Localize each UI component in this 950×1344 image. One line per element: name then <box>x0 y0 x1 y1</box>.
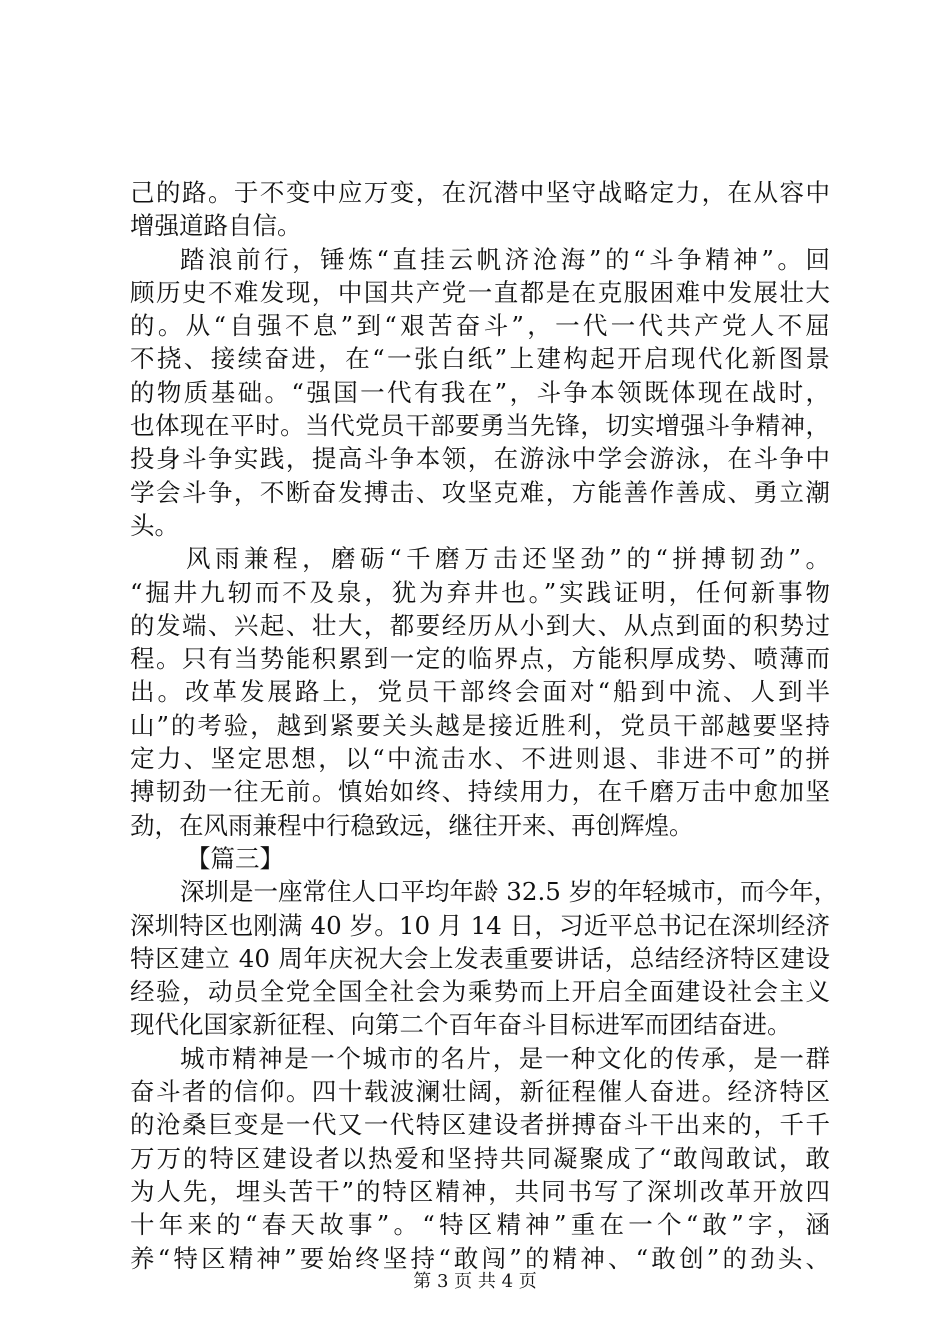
text-line: 头。 <box>130 510 179 540</box>
text-line: 奋斗者的信仰。四十载波澜壮阔，新征程催人奋进。经济特区 <box>130 1077 830 1107</box>
text-line: 学会斗争，不断奋发搏击、攻坚克难，方能善作善成、勇立潮 <box>130 477 830 507</box>
paragraph-start-line: 城市精神是一个城市的名片，是一种文化的传承，是一群 <box>180 1043 830 1073</box>
paragraph-start-line: 深圳是一座常住人口平均年龄 32.5 岁的年轻城市，而今年， <box>180 877 839 907</box>
page-number-footer: 第 3 页 共 4 页 <box>413 1271 537 1292</box>
text-line: 经验，动员全党全国全社会为乘势而上开启全面建设社会主义 <box>130 977 830 1007</box>
text-line: 山”的考验，越到紧要关头越是接近胜利，党员干部越要坚持 <box>130 710 830 740</box>
text-line: 增强道路自信。 <box>130 211 302 241</box>
section-heading: 【篇三】 <box>186 843 284 873</box>
text-line: 为人先，埋头苦干”的特区精神，共同书写了深圳改革开放四 <box>130 1176 830 1206</box>
paragraph-start-line: 踏浪前行，锤炼“直挂云帆济沧海”的“斗争精神”。回 <box>180 244 830 274</box>
text-line: 养“特区精神”要始终坚持“敢闯”的精神、“敢创”的劲头、 <box>130 1243 830 1273</box>
text-line: 的沧桑巨变是一代又一代特区建设者拼搏奋斗干出来的，千千 <box>130 1110 830 1140</box>
text-line: 顾历史不难发现，中国共产党一直都是在克服困难中发展壮大 <box>130 277 830 307</box>
text-line: 不挠、接续奋进，在“一张白纸”上建构起开启现代化新图景 <box>130 344 830 374</box>
text-line: 的发端、兴起、壮大，都要经历从小到大、从点到面的积势过 <box>130 610 830 640</box>
text-line: 搏韧劲一往无前。慎始如终、持续用力，在千磨万击中愈加坚 <box>130 777 830 807</box>
text-line: 也体现在平时。当代党员干部要勇当先锋，切实增强斗争精神， <box>130 411 830 441</box>
paragraph-start-line: 风雨兼程，磨砺“千磨万击还坚劲”的“拼搏韧劲”。 <box>186 544 830 574</box>
text-line: 深圳特区也刚满 40 岁。10 月 14 日，习近平总书记在深圳经济 <box>130 910 830 940</box>
text-line: 特区建立 40 周年庆祝大会上发表重要讲话，总结经济特区建设 <box>130 943 830 973</box>
text-line: 投身斗争实践，提高斗争本领，在游泳中学会游泳，在斗争中 <box>130 444 830 474</box>
text-line: 劲，在风雨兼程中行稳致远，继往开来、再创辉煌。 <box>130 810 694 840</box>
text-line: 的。从“自强不息”到“艰苦奋斗”，一代一代共产党人不屈 <box>130 311 830 341</box>
text-line: “掘井九轫而不及泉，犹为弃井也。”实践证明，任何新事物 <box>130 577 830 607</box>
text-line: 出。改革发展路上，党员干部终会面对“船到中流、人到半 <box>130 677 830 707</box>
text-line: 现代化国家新征程、向第二个百年奋斗目标进军而团结奋进。 <box>130 1010 792 1040</box>
text-line: 的物质基础。“强国一代有我在”，斗争本领既体现在战时， <box>130 377 830 407</box>
text-line: 定力、坚定思想，以“中流击水、不进则退、非进不可”的拼 <box>130 744 830 774</box>
text-line: 十年来的“春天故事”。“特区精神”重在一个“敢”字，涵 <box>130 1210 830 1240</box>
text-line: 程。只有当势能积累到一定的临界点，方能积厚成势、喷薄而 <box>130 644 830 674</box>
text-line: 万万的特区建设者以热爱和坚持共同凝聚成了“敢闯敢试，敢 <box>130 1143 830 1173</box>
document-body <box>130 176 839 1275</box>
text-line: 己的路。于不变中应万变，在沉潜中坚守战略定力，在从容中 <box>130 178 830 207</box>
